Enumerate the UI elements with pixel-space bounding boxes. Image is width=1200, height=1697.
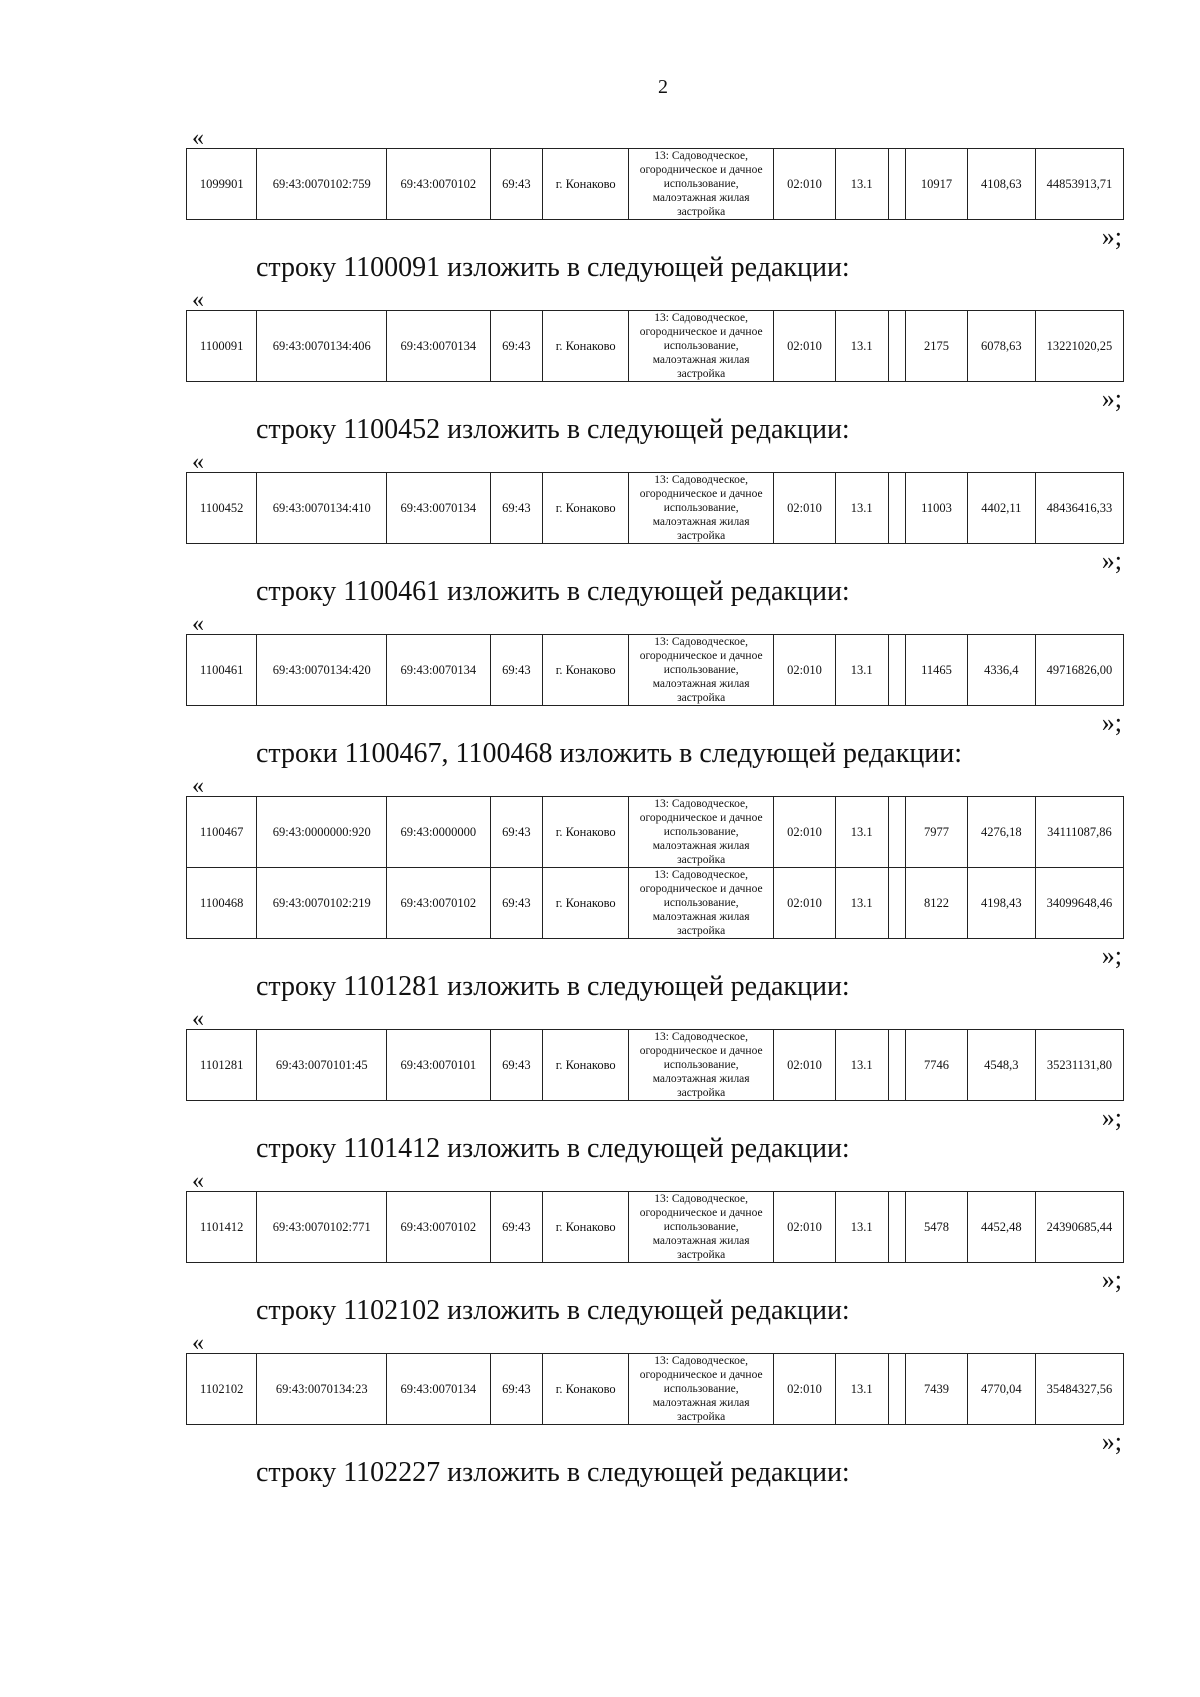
land-use-cell: 13: Садоводческое, огородническое и дачное использование, малоэтажная жилая застройка xyxy=(629,1354,774,1425)
table-row xyxy=(187,1192,1124,1263)
cadastral-block-cell: 69:43:0070134 xyxy=(387,635,490,706)
row-number-cell: 1101281 xyxy=(187,1030,257,1101)
cadastral-district-cell: 69:43 xyxy=(490,1030,543,1101)
record-table xyxy=(186,796,1124,939)
group-code-cell: 02:010 xyxy=(774,473,836,544)
row-number-cell: 1100452 xyxy=(187,473,257,544)
area-cell: 8122 xyxy=(906,868,968,939)
cadastral-number-cell: 69:43:0070101:45 xyxy=(257,1030,387,1101)
specific-value-cell: 4452,48 xyxy=(967,1192,1035,1263)
cadastral-block-cell: 69:43:0070134 xyxy=(387,311,490,382)
close-quote: »; xyxy=(1101,1427,1122,1456)
cadastral-value-cell: 48436416,33 xyxy=(1035,473,1123,544)
close-quote: »; xyxy=(1101,1103,1122,1132)
close-quote: »; xyxy=(1101,222,1122,251)
cadastral-block-cell: 69:43:0070102 xyxy=(387,868,490,939)
amendment-block xyxy=(186,971,1136,1131)
land-use-cell: 13: Садоводческое, огородническое и дачное использование, малоэтажная жилая застройка xyxy=(629,473,774,544)
locality-cell: г. Конаково xyxy=(543,635,629,706)
subgroup-cell: 13.1 xyxy=(835,868,888,939)
cadastral-district-cell: 69:43 xyxy=(490,797,543,868)
locality-cell: г. Конаково xyxy=(543,1192,629,1263)
land-use-cell: 13: Садоводческое, огородническое и дачное использование, малоэтажная жилая застройка xyxy=(629,311,774,382)
blank-cell-cell xyxy=(888,1354,906,1425)
table-row xyxy=(187,1030,1124,1101)
table-row xyxy=(187,311,1124,382)
row-number-cell: 1099901 xyxy=(187,149,257,220)
cadastral-block-cell: 69:43:0000000 xyxy=(387,797,490,868)
table-row xyxy=(187,797,1124,868)
table-row xyxy=(187,868,1124,939)
cadastral-number-cell: 69:43:0070134:410 xyxy=(257,473,387,544)
close-quote: »; xyxy=(1101,941,1122,970)
table-row xyxy=(187,473,1124,544)
open-quote: « xyxy=(192,1330,204,1356)
cadastral-number-cell: 69:43:0070102:771 xyxy=(257,1192,387,1263)
land-use-cell: 13: Садоводческое, огородническое и дачное использование, малоэтажная жилая застройка xyxy=(629,797,774,868)
instruction-text: строки 1100467, 1100468 изложить в следующей редакции: xyxy=(256,738,963,769)
specific-value-cell: 4276,18 xyxy=(967,797,1035,868)
area-cell: 7439 xyxy=(906,1354,968,1425)
specific-value-cell: 4402,11 xyxy=(967,473,1035,544)
cadastral-number-cell: 69:43:0070134:406 xyxy=(257,311,387,382)
instruction-text: строку 1101412 изложить в следующей редакции: xyxy=(256,1133,850,1164)
land-use-cell: 13: Садоводческое, огородническое и дачное использование, малоэтажная жилая застройка xyxy=(629,149,774,220)
open-quote: « xyxy=(192,773,204,799)
instruction-text: строку 1102102 изложить в следующей редакции: xyxy=(256,1295,850,1326)
open-quote: « xyxy=(192,1006,204,1032)
cadastral-number-cell: 69:43:0070102:759 xyxy=(257,149,387,220)
area-cell: 10917 xyxy=(906,149,968,220)
table-row xyxy=(187,1354,1124,1425)
area-cell: 7746 xyxy=(906,1030,968,1101)
group-code-cell: 02:010 xyxy=(774,1354,836,1425)
locality-cell: г. Конаково xyxy=(543,868,629,939)
blank-cell-cell xyxy=(888,1192,906,1263)
open-quote: « xyxy=(192,125,204,151)
cadastral-value-cell: 13221020,25 xyxy=(1035,311,1123,382)
instruction-text: строку 1100091 изложить в следующей редакции: xyxy=(256,252,850,283)
subgroup-cell: 13.1 xyxy=(835,1354,888,1425)
locality-cell: г. Конаково xyxy=(543,797,629,868)
close-quote: »; xyxy=(1101,546,1122,575)
group-code-cell: 02:010 xyxy=(774,1030,836,1101)
land-use-cell: 13: Садоводческое, огородническое и дачное использование, малоэтажная жилая застройка xyxy=(629,1192,774,1263)
cadastral-district-cell: 69:43 xyxy=(490,868,543,939)
blank-cell-cell xyxy=(888,635,906,706)
amendment-block xyxy=(186,252,1136,412)
row-number-cell: 1100468 xyxy=(187,868,257,939)
open-quote: « xyxy=(192,1168,204,1194)
cadastral-value-cell: 49716826,00 xyxy=(1035,635,1123,706)
amendment-block xyxy=(186,1133,1136,1293)
document-body xyxy=(186,125,1136,1495)
cadastral-number-cell: 69:43:0000000:920 xyxy=(257,797,387,868)
specific-value-cell: 4548,3 xyxy=(967,1030,1035,1101)
cadastral-district-cell: 69:43 xyxy=(490,1192,543,1263)
blank-cell-cell xyxy=(888,473,906,544)
close-quote: »; xyxy=(1101,708,1122,737)
instruction-text: строку 1100452 изложить в следующей редакции: xyxy=(256,414,850,445)
record-table xyxy=(186,148,1124,220)
locality-cell: г. Конаково xyxy=(543,473,629,544)
locality-cell: г. Конаково xyxy=(543,149,629,220)
area-cell: 5478 xyxy=(906,1192,968,1263)
land-use-cell: 13: Садоводческое, огородническое и дачное использование, малоэтажная жилая застройка xyxy=(629,868,774,939)
blank-cell-cell xyxy=(888,311,906,382)
cadastral-value-cell: 34111087,86 xyxy=(1035,797,1123,868)
instruction-text: строку 1101281 изложить в следующей редакции: xyxy=(256,971,850,1002)
group-code-cell: 02:010 xyxy=(774,1192,836,1263)
record-table xyxy=(186,472,1124,544)
instruction-text: строку 1100461 изложить в следующей редакции: xyxy=(256,576,850,607)
instruction-text: строку 1102227 изложить в следующей редакции: xyxy=(256,1457,850,1488)
cadastral-district-cell: 69:43 xyxy=(490,473,543,544)
cadastral-block-cell: 69:43:0070134 xyxy=(387,473,490,544)
specific-value-cell: 4108,63 xyxy=(967,149,1035,220)
cadastral-block-cell: 69:43:0070102 xyxy=(387,149,490,220)
subgroup-cell: 13.1 xyxy=(835,473,888,544)
subgroup-cell: 13.1 xyxy=(835,149,888,220)
land-use-cell: 13: Садоводческое, огородническое и дачное использование, малоэтажная жилая застройка xyxy=(629,635,774,706)
group-code-cell: 02:010 xyxy=(774,149,836,220)
cadastral-value-cell: 34099648,46 xyxy=(1035,868,1123,939)
specific-value-cell: 6078,63 xyxy=(967,311,1035,382)
blank-cell-cell xyxy=(888,868,906,939)
subgroup-cell: 13.1 xyxy=(835,1192,888,1263)
locality-cell: г. Конаково xyxy=(543,1030,629,1101)
cadastral-number-cell: 69:43:0070134:420 xyxy=(257,635,387,706)
cadastral-value-cell: 44853913,71 xyxy=(1035,149,1123,220)
close-quote: »; xyxy=(1101,384,1122,413)
row-number-cell: 1102102 xyxy=(187,1354,257,1425)
table-row xyxy=(187,149,1124,220)
cadastral-block-cell: 69:43:0070102 xyxy=(387,1192,490,1263)
cadastral-value-cell: 24390685,44 xyxy=(1035,1192,1123,1263)
cadastral-value-cell: 35231131,80 xyxy=(1035,1030,1123,1101)
locality-cell: г. Конаково xyxy=(543,1354,629,1425)
row-number-cell: 1100461 xyxy=(187,635,257,706)
cadastral-number-cell: 69:43:0070134:23 xyxy=(257,1354,387,1425)
page-number: 2 xyxy=(658,76,668,98)
open-quote: « xyxy=(192,611,204,637)
cadastral-district-cell: 69:43 xyxy=(490,149,543,220)
close-quote: »; xyxy=(1101,1265,1122,1294)
amendment-block xyxy=(186,414,1136,574)
cadastral-district-cell: 69:43 xyxy=(490,635,543,706)
row-number-cell: 1100467 xyxy=(187,797,257,868)
locality-cell: г. Конаково xyxy=(543,311,629,382)
row-number-cell: 1101412 xyxy=(187,1192,257,1263)
area-cell: 11003 xyxy=(906,473,968,544)
subgroup-cell: 13.1 xyxy=(835,311,888,382)
blank-cell-cell xyxy=(888,149,906,220)
record-table xyxy=(186,1191,1124,1263)
cadastral-block-cell: 69:43:0070134 xyxy=(387,1354,490,1425)
amendment-block xyxy=(186,576,1136,736)
cadastral-number-cell: 69:43:0070102:219 xyxy=(257,868,387,939)
record-table xyxy=(186,634,1124,706)
open-quote: « xyxy=(192,287,204,313)
row-number-cell: 1100091 xyxy=(187,311,257,382)
amendment-block xyxy=(186,738,1136,969)
cadastral-value-cell: 35484327,56 xyxy=(1035,1354,1123,1425)
area-cell: 2175 xyxy=(906,311,968,382)
cadastral-district-cell: 69:43 xyxy=(490,311,543,382)
record-table xyxy=(186,310,1124,382)
subgroup-cell: 13.1 xyxy=(835,635,888,706)
subgroup-cell: 13.1 xyxy=(835,1030,888,1101)
land-use-cell: 13: Садоводческое, огородническое и дачное использование, малоэтажная жилая застройка xyxy=(629,1030,774,1101)
table-row xyxy=(187,635,1124,706)
group-code-cell: 02:010 xyxy=(774,311,836,382)
cadastral-block-cell: 69:43:0070101 xyxy=(387,1030,490,1101)
specific-value-cell: 4198,43 xyxy=(967,868,1035,939)
specific-value-cell: 4770,04 xyxy=(967,1354,1035,1425)
record-table xyxy=(186,1029,1124,1101)
group-code-cell: 02:010 xyxy=(774,868,836,939)
group-code-cell: 02:010 xyxy=(774,635,836,706)
area-cell: 11465 xyxy=(906,635,968,706)
amendment-block xyxy=(186,125,1136,251)
group-code-cell: 02:010 xyxy=(774,797,836,868)
specific-value-cell: 4336,4 xyxy=(967,635,1035,706)
open-quote: « xyxy=(192,449,204,475)
amendment-block xyxy=(186,1295,1136,1455)
cadastral-district-cell: 69:43 xyxy=(490,1354,543,1425)
blank-cell-cell xyxy=(888,1030,906,1101)
subgroup-cell: 13.1 xyxy=(835,797,888,868)
record-table xyxy=(186,1353,1124,1425)
area-cell: 7977 xyxy=(906,797,968,868)
blank-cell-cell xyxy=(888,797,906,868)
